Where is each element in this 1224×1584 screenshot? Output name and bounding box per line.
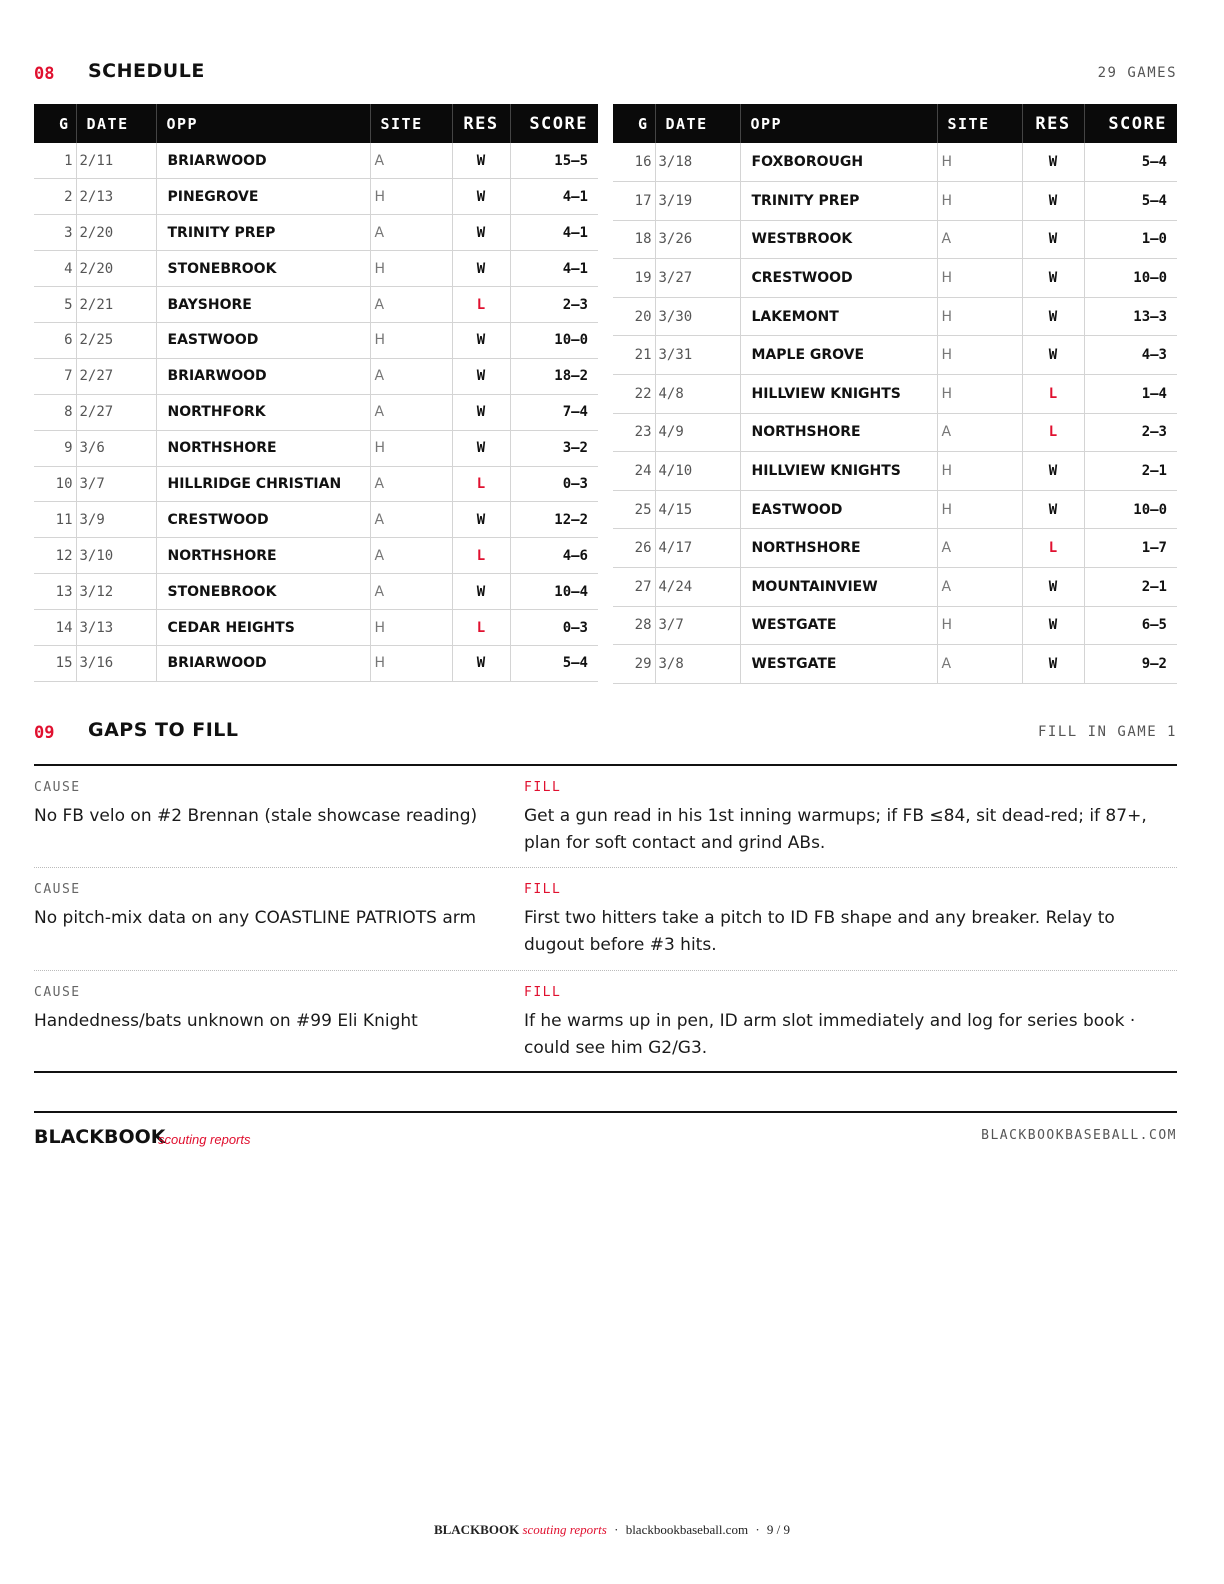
fill-cell [524, 985, 1177, 1059]
fill-cell [524, 780, 1177, 855]
game-number: 14 [34, 610, 76, 646]
game-date: 2/25 [76, 322, 156, 358]
game-score: 6–5 [1084, 606, 1177, 645]
game-date: 3/8 [655, 645, 740, 684]
opponent-name: BRIARWOOD [156, 358, 370, 394]
brand-logo: BLACKBOOK [34, 1126, 166, 1148]
table-row [613, 375, 1177, 414]
game-result: W [1022, 606, 1084, 645]
game-score: 15–5 [510, 143, 598, 179]
game-score: 5–4 [1084, 143, 1177, 182]
table-row [613, 259, 1177, 298]
opponent-name: PINEGROVE [156, 179, 370, 215]
page-footer-url[interactable]: blackbookbaseball.com [625, 1522, 749, 1537]
table-row [613, 413, 1177, 452]
game-result: W [452, 502, 510, 538]
game-number: 22 [613, 375, 655, 414]
game-score: 4–6 [510, 538, 598, 574]
gap-row [34, 970, 1177, 1071]
schedule-table-left [34, 104, 598, 682]
opponent-name: BAYSHORE [156, 287, 370, 323]
game-score: 9–2 [1084, 645, 1177, 684]
opponent-name: NORTHSHORE [156, 538, 370, 574]
game-score: 4–1 [510, 215, 598, 251]
table-row [613, 143, 1177, 182]
game-score: 10–4 [510, 574, 598, 610]
game-date: 4/15 [655, 490, 740, 529]
game-site: A [370, 287, 452, 323]
opponent-name: HILLVIEW KNIGHTS [740, 452, 937, 491]
table-header-row [34, 104, 598, 143]
game-result: L [452, 466, 510, 502]
opponent-name: NORTHSHORE [156, 430, 370, 466]
game-date: 3/12 [76, 574, 156, 610]
opponent-name: TRINITY PREP [740, 182, 937, 221]
game-score: 2–1 [1084, 568, 1177, 607]
table-row [34, 502, 598, 538]
game-score: 1–4 [1084, 375, 1177, 414]
game-number: 27 [613, 568, 655, 607]
page-footer [0, 1522, 1224, 1538]
game-date: 4/24 [655, 568, 740, 607]
opponent-name: EASTWOOD [740, 490, 937, 529]
game-number: 13 [34, 574, 76, 610]
table-row [34, 287, 598, 323]
game-result: W [452, 645, 510, 681]
game-score: 3–2 [510, 430, 598, 466]
game-number: 12 [34, 538, 76, 574]
table-row [34, 466, 598, 502]
fill-note: FILL IN GAME 1 [1037, 724, 1177, 740]
game-number: 28 [613, 606, 655, 645]
opponent-name: HILLVIEW KNIGHTS [740, 375, 937, 414]
game-site: A [370, 215, 452, 251]
game-score: 10–0 [1084, 259, 1177, 298]
game-number: 20 [613, 297, 655, 336]
page-number: 9 / 9 [766, 1522, 791, 1537]
game-result: W [1022, 259, 1084, 298]
col-header-opponent: OPP [156, 104, 370, 143]
game-result: W [452, 251, 510, 287]
game-number: 10 [34, 466, 76, 502]
col-header-score: SCORE [510, 104, 598, 143]
game-number: 21 [613, 336, 655, 375]
cause-text: No FB velo on #2 Brennan (stale showcase reading) [34, 806, 478, 826]
game-date: 4/10 [655, 452, 740, 491]
section-number: 08 [34, 64, 55, 84]
game-number: 7 [34, 358, 76, 394]
game-number: 26 [613, 529, 655, 568]
game-number: 11 [34, 502, 76, 538]
game-date: 4/9 [655, 413, 740, 452]
game-site: H [370, 322, 452, 358]
game-date: 2/20 [76, 251, 156, 287]
col-header-score: SCORE [1084, 104, 1177, 143]
schedule-table-right [613, 104, 1177, 684]
game-result: W [1022, 452, 1084, 491]
game-result: L [1022, 375, 1084, 414]
game-date: 3/27 [655, 259, 740, 298]
game-site: A [370, 358, 452, 394]
cause-cell [34, 780, 524, 855]
game-site: H [937, 606, 1022, 645]
game-date: 3/7 [76, 466, 156, 502]
game-number: 25 [613, 490, 655, 529]
table-row [34, 358, 598, 394]
game-number: 3 [34, 215, 76, 251]
game-score: 0–3 [510, 610, 598, 646]
game-score: 18–2 [510, 358, 598, 394]
game-site: H [370, 430, 452, 466]
game-score: 4–1 [510, 179, 598, 215]
game-number: 6 [34, 322, 76, 358]
game-result: W [452, 143, 510, 179]
game-score: 13–3 [1084, 297, 1177, 336]
game-result: W [1022, 336, 1084, 375]
game-site: A [370, 538, 452, 574]
game-number: 17 [613, 182, 655, 221]
game-result: L [1022, 413, 1084, 452]
cause-cell [34, 882, 524, 958]
opponent-name: WESTGATE [740, 645, 937, 684]
game-number: 5 [34, 287, 76, 323]
game-site: H [937, 452, 1022, 491]
game-score: 7–4 [510, 394, 598, 430]
game-number: 16 [613, 143, 655, 182]
game-date: 2/13 [76, 179, 156, 215]
opponent-name: NORTHFORK [156, 394, 370, 430]
separator: · [755, 1522, 760, 1537]
game-number: 4 [34, 251, 76, 287]
game-score: 1–0 [1084, 220, 1177, 259]
game-date: 2/20 [76, 215, 156, 251]
game-site: H [370, 179, 452, 215]
game-result: W [452, 574, 510, 610]
opponent-name: STONEBROOK [156, 251, 370, 287]
game-site: H [370, 610, 452, 646]
game-result: W [452, 322, 510, 358]
game-number: 24 [613, 452, 655, 491]
game-result: W [452, 358, 510, 394]
game-site: A [370, 574, 452, 610]
game-date: 3/10 [76, 538, 156, 574]
col-header-result: RES [452, 104, 510, 143]
page-footer-tagline: scouting reports [522, 1522, 607, 1537]
game-result: W [452, 215, 510, 251]
game-result: L [452, 287, 510, 323]
opponent-name: NORTHSHORE [740, 529, 937, 568]
cause-text: Handedness/bats unknown on #99 Eli Knight [34, 1011, 418, 1031]
col-header-date: DATE [655, 104, 740, 143]
table-row [613, 606, 1177, 645]
game-number: 9 [34, 430, 76, 466]
schedule-section-header [34, 60, 1177, 88]
table-header-row [613, 104, 1177, 143]
gap-row [34, 766, 1177, 867]
table-row [34, 322, 598, 358]
col-header-opponent: OPP [740, 104, 937, 143]
game-number: 8 [34, 394, 76, 430]
game-site: A [370, 143, 452, 179]
opponent-name: WESTGATE [740, 606, 937, 645]
game-site: H [937, 297, 1022, 336]
opponent-name: CRESTWOOD [740, 259, 937, 298]
game-date: 4/17 [655, 529, 740, 568]
game-score: 4–1 [510, 251, 598, 287]
game-date: 4/8 [655, 375, 740, 414]
games-count: 29 GAMES [1097, 65, 1177, 81]
cause-cell [34, 985, 524, 1059]
game-number: 15 [34, 645, 76, 681]
game-result: W [1022, 568, 1084, 607]
game-score: 5–4 [510, 645, 598, 681]
game-site: A [937, 413, 1022, 452]
col-header-result: RES [1022, 104, 1084, 143]
fill-label: FILL [524, 780, 562, 795]
table-row [613, 297, 1177, 336]
table-row [613, 490, 1177, 529]
col-header-game: G [613, 104, 655, 143]
opponent-name: EASTWOOD [156, 322, 370, 358]
table-row [34, 430, 598, 466]
game-score: 5–4 [1084, 182, 1177, 221]
game-number: 29 [613, 645, 655, 684]
game-score: 2–3 [510, 287, 598, 323]
game-score: 1–7 [1084, 529, 1177, 568]
gaps-section-header [34, 719, 1177, 747]
game-site: A [370, 466, 452, 502]
game-site: H [937, 182, 1022, 221]
table-row [613, 568, 1177, 607]
game-result: W [1022, 645, 1084, 684]
gaps-list [34, 764, 1177, 1073]
game-date: 2/27 [76, 358, 156, 394]
game-result: W [452, 430, 510, 466]
game-date: 2/11 [76, 143, 156, 179]
table-row [34, 394, 598, 430]
game-number: 1 [34, 143, 76, 179]
game-site: A [937, 220, 1022, 259]
game-result: W [1022, 182, 1084, 221]
game-result: W [452, 394, 510, 430]
game-site: A [370, 502, 452, 538]
game-site: A [937, 529, 1022, 568]
table-row [613, 529, 1177, 568]
game-date: 3/30 [655, 297, 740, 336]
section-title: SCHEDULE [88, 60, 205, 82]
col-header-site: SITE [937, 104, 1022, 143]
game-result: W [1022, 143, 1084, 182]
game-site: H [937, 490, 1022, 529]
game-site: H [370, 251, 452, 287]
game-result: W [1022, 297, 1084, 336]
game-date: 3/18 [655, 143, 740, 182]
table-row [613, 220, 1177, 259]
opponent-name: FOXBOROUGH [740, 143, 937, 182]
cause-text: No pitch-mix data on any COASTLINE PATRIOTS arm [34, 908, 477, 928]
game-result: L [452, 538, 510, 574]
game-number: 18 [613, 220, 655, 259]
table-row [34, 645, 598, 681]
game-site: H [370, 645, 452, 681]
gap-row [34, 867, 1177, 970]
col-header-site: SITE [370, 104, 452, 143]
game-site: A [937, 568, 1022, 607]
cause-label: CAUSE [34, 780, 81, 795]
game-site: A [370, 394, 452, 430]
opponent-name: BRIARWOOD [156, 645, 370, 681]
table-row [34, 538, 598, 574]
game-date: 3/13 [76, 610, 156, 646]
game-site: H [937, 259, 1022, 298]
game-number: 2 [34, 179, 76, 215]
opponent-name: MAPLE GROVE [740, 336, 937, 375]
opponent-name: WESTBROOK [740, 220, 937, 259]
game-date: 3/6 [76, 430, 156, 466]
game-site: H [937, 336, 1022, 375]
opponent-name: STONEBROOK [156, 574, 370, 610]
game-result: W [1022, 220, 1084, 259]
opponent-name: CEDAR HEIGHTS [156, 610, 370, 646]
page-footer-brand: BLACKBOOK [433, 1522, 520, 1537]
table-row [34, 574, 598, 610]
opponent-name: LAKEMONT [740, 297, 937, 336]
game-result: L [452, 610, 510, 646]
game-result: L [1022, 529, 1084, 568]
separator: · [614, 1522, 619, 1537]
fill-text: If he warms up in pen, ID arm slot immediately and log for series book · could see him G2/G3. [524, 1011, 1136, 1058]
game-site: H [937, 143, 1022, 182]
table-row [613, 336, 1177, 375]
game-score: 0–3 [510, 466, 598, 502]
table-row [613, 645, 1177, 684]
game-result: W [452, 179, 510, 215]
site-url[interactable]: BLACKBOOKBASEBALL.COM [981, 1128, 1177, 1143]
table-row [613, 452, 1177, 491]
section-number: 09 [34, 723, 55, 743]
game-date: 2/27 [76, 394, 156, 430]
game-score: 2–3 [1084, 413, 1177, 452]
game-score: 10–0 [1084, 490, 1177, 529]
game-score: 2–1 [1084, 452, 1177, 491]
game-score: 4–3 [1084, 336, 1177, 375]
table-row [34, 143, 598, 179]
game-date: 3/31 [655, 336, 740, 375]
fill-cell [524, 882, 1177, 958]
report-footer [34, 1111, 1177, 1151]
opponent-name: BRIARWOOD [156, 143, 370, 179]
game-score: 10–0 [510, 322, 598, 358]
section-title: GAPS TO FILL [88, 719, 239, 741]
game-site: H [937, 375, 1022, 414]
opponent-name: NORTHSHORE [740, 413, 937, 452]
brand-tagline: scouting reports [158, 1132, 251, 1147]
table-row [34, 251, 598, 287]
game-number: 19 [613, 259, 655, 298]
game-date: 3/19 [655, 182, 740, 221]
cause-label: CAUSE [34, 985, 81, 1000]
table-row [34, 215, 598, 251]
fill-text: Get a gun read in his 1st inning warmups; if FB ≤84, sit dead-red; if 87+, plan for soft contact and grind ABs. [524, 806, 1147, 853]
table-row [613, 182, 1177, 221]
game-result: W [1022, 490, 1084, 529]
game-date: 3/9 [76, 502, 156, 538]
game-score: 12–2 [510, 502, 598, 538]
table-row [34, 610, 598, 646]
game-date: 3/7 [655, 606, 740, 645]
game-date: 3/26 [655, 220, 740, 259]
opponent-name: MOUNTAINVIEW [740, 568, 937, 607]
game-site: A [937, 645, 1022, 684]
cause-label: CAUSE [34, 882, 81, 897]
game-date: 3/16 [76, 645, 156, 681]
col-header-date: DATE [76, 104, 156, 143]
table-row [34, 179, 598, 215]
fill-label: FILL [524, 882, 562, 897]
opponent-name: CRESTWOOD [156, 502, 370, 538]
opponent-name: TRINITY PREP [156, 215, 370, 251]
opponent-name: HILLRIDGE CHRISTIAN [156, 466, 370, 502]
fill-text: First two hitters take a pitch to ID FB shape and any breaker. Relay to dugout before #3 hits. [524, 908, 1115, 955]
game-date: 2/21 [76, 287, 156, 323]
game-number: 23 [613, 413, 655, 452]
fill-label: FILL [524, 985, 562, 1000]
col-header-game: G [34, 104, 76, 143]
